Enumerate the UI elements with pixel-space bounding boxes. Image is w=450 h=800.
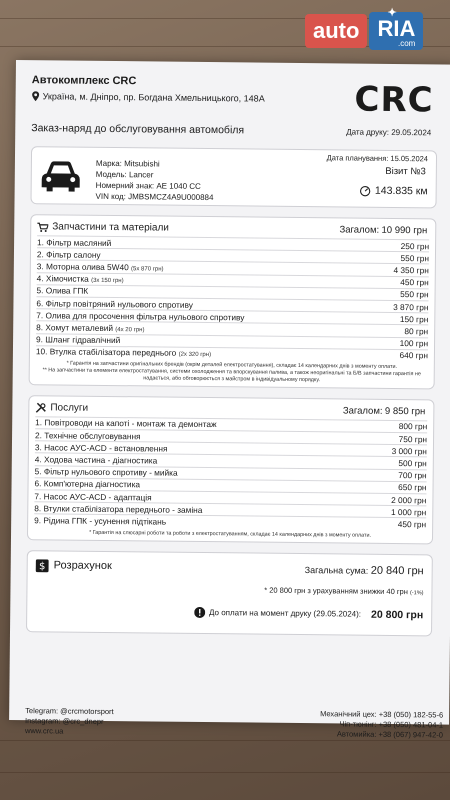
watermark-ria-text: RIA [377, 16, 416, 41]
telegram-link[interactable]: Telegram: @crcmotorsport [25, 706, 114, 717]
tools-icon [35, 402, 46, 413]
item-price: 800 грн [398, 421, 428, 432]
footer-socials [25, 706, 114, 737]
car-card [30, 146, 437, 208]
services-title [35, 402, 88, 414]
item-name-text: 1. Повітроводи на капоті - монтаж та демонтаж [35, 417, 217, 430]
item-name [37, 261, 164, 272]
item-price: 550 грн [400, 289, 429, 300]
services-list [34, 416, 427, 530]
header [31, 74, 446, 148]
item-name-text: 6. Комп'ютерна діагностика [34, 478, 141, 490]
item-price: 500 грн [398, 458, 427, 469]
item-name [36, 334, 120, 345]
odometer [360, 185, 428, 198]
crc-logo: CRC [354, 79, 434, 121]
watermark-domain: .com [398, 39, 416, 48]
site-link[interactable]: www.crc.ua [24, 726, 64, 736]
dollar-icon [36, 559, 49, 572]
parts-note-1: * Гарантія на запчастини оригінальних брендів (окрім деталей електростатування), складає 14 календарних днів з моменту оплати. [66, 360, 398, 370]
watermark-auto: auto [305, 14, 367, 48]
item-name-text: 8. Втулки стабілізатора переднього - заміна [34, 502, 203, 515]
item-name [37, 286, 89, 297]
item-name-text: 3. Насос АУС-ACD - встановлення [34, 442, 168, 454]
calc-sum-label: Загальна сума: [304, 564, 369, 576]
item-name-text: 10. Втулка стабілізатора переднього [35, 346, 177, 358]
odometer-value: 143.835 км [374, 184, 428, 198]
services-total-label: Загалом: [342, 405, 383, 417]
item-name [34, 515, 166, 526]
alert-icon [194, 607, 205, 618]
item-price: 450 грн [400, 277, 429, 288]
address-text: Україна, м. Дніпро, пр. Богдана Хмельницького, 148А [42, 91, 265, 104]
cart-icon [37, 222, 48, 232]
item-name [36, 298, 193, 310]
item-price: 1 000 грн [390, 506, 427, 518]
item-name-text: 4. Ходова частина - діагностика [34, 454, 158, 466]
item-name [35, 430, 141, 441]
car-icon [40, 159, 82, 193]
calc-discount-pct: (-1%) [409, 589, 424, 596]
svg-text:$: $ [38, 560, 46, 572]
car-make: Марка: Mitsubishi [95, 158, 160, 169]
wood-grain [0, 740, 450, 741]
phone-carwash: Автомийка: +38 (067) 947-42-0 [336, 729, 444, 740]
parts-total-value: 10 990 грн [381, 224, 428, 237]
item-price: 2 000 грн [391, 494, 427, 505]
item-name [35, 466, 178, 477]
item-name-text: 9. Рідина ГПК - усунення підтікань [34, 515, 167, 527]
item-price: 700 грн [398, 470, 427, 481]
item-name-text: 9. Шланг гідравлічний [36, 334, 121, 346]
item-price: 650 грн [398, 482, 427, 493]
item-price: 250 грн [400, 240, 430, 251]
item-name-text: 6. Фільтр повітряний нульового спротиву [36, 297, 193, 310]
parts-title-text: Запчастини та матеріали [52, 221, 169, 234]
item-qty: (2x 320 грн) [178, 352, 212, 359]
wood-grain [0, 772, 450, 773]
instagram-link[interactable]: Instagram: @crc_dnepr [25, 716, 104, 726]
item-name-text: 8. Хомут металевий [36, 322, 114, 333]
item-qty: (5x 870 грн) [131, 266, 164, 273]
item-name-text: 5. Фільтр нульового спротиву - мийка [34, 466, 178, 478]
parts-section [29, 214, 437, 389]
services-total [343, 405, 426, 417]
parts-title [37, 221, 169, 233]
item-name-text: 7. Насос АУС-ACD - адаптація [34, 490, 152, 503]
item-name [35, 454, 158, 465]
bird-icon: ✦ [387, 7, 397, 19]
autoria-watermark [305, 7, 423, 50]
item-name [37, 273, 124, 284]
item-name [37, 249, 101, 260]
parts-list [36, 235, 429, 361]
services-total-value: 9 850 грн [384, 405, 426, 418]
calc-sum [305, 564, 424, 577]
item-price: 450 грн [397, 518, 427, 530]
item-price: 4 350 грн [393, 264, 429, 276]
item-qty: (3x 150 грн) [91, 277, 124, 285]
calc-title-text: Розрахунок [53, 559, 112, 573]
order-title: Заказ-наряд до обслуговування автомобіля [31, 122, 245, 137]
visit-number: Візит №3 [385, 165, 426, 178]
item-name [34, 491, 151, 502]
car-info [96, 158, 214, 203]
item-name [35, 418, 217, 430]
item-name-text: 2. Технічне обслуговування [35, 429, 141, 441]
phone-mechanic: Механічний цех: +38 (050) 182-55-6 [320, 709, 444, 720]
item-name [37, 237, 111, 248]
item-price: 750 грн [398, 433, 428, 444]
location-pin-icon [32, 91, 40, 101]
item-price: 640 грн [399, 350, 428, 361]
item-price: 150 грн [399, 313, 429, 325]
car-plate: Номерний знак: AE 1040 CC [95, 180, 201, 191]
calc-pay-value: 20 800 грн [370, 608, 424, 621]
footer-phones [320, 709, 443, 740]
footer [24, 706, 444, 740]
item-qty: (4x 20 грн) [115, 326, 145, 334]
services-section [27, 395, 434, 544]
plan-date: Дата планування: 15.05.2024 [326, 153, 429, 164]
item-name [35, 442, 168, 453]
item-name-text: 1. Фільтр масляний [37, 236, 112, 248]
speedometer-icon [360, 185, 371, 196]
calc-discount [264, 585, 423, 596]
item-price: 550 грн [400, 252, 430, 264]
item-price: 100 грн [399, 338, 429, 349]
company-name: Автокомплекс CRC [31, 74, 137, 88]
car-vin: VIN код: JMBSMCZ4A9U000884 [95, 191, 214, 203]
phone-chiptuning: Чіп-тюнінг: +38 (050) 481-04-1 [339, 719, 444, 730]
parts-total-label: Загалом: [339, 224, 380, 236]
services-title-text: Послуги [50, 402, 89, 414]
work-order-sheet [9, 60, 450, 740]
item-name-text: 2. Фільтр салону [36, 249, 101, 260]
item-name-text: 5. Олива ГПК [36, 285, 89, 297]
item-name [35, 479, 141, 490]
calc-discount-text: * 20 800 грн з урахуванням знижки 40 грн [264, 585, 408, 596]
print-date: Дата друку: 29.05.2024 [346, 127, 432, 138]
parts-note-2: ** На запчастини та елементи електростатування, системи охолодження та впорскування палива, а також неоригінальні та Б/В запчастини гарантія не надається, або обговорюється з майстром в індивідуальному порядку. [42, 367, 421, 384]
calc-title [36, 559, 112, 573]
item-name-text: 7. Олива для просочення фільтра нульового спротиву [36, 309, 245, 323]
item-name-text: 3. Моторна олива 5W40 [36, 261, 129, 273]
calc-sum-value: 20 840 грн [370, 564, 424, 577]
item-name-text: 4. Хімочистка [36, 273, 89, 284]
services-note: * Гарантія на слюсарні роботи та роботи з електростатуванням, складає 14 календарних днів з моменту оплати. [89, 529, 372, 539]
item-name [34, 503, 202, 515]
parts-total [339, 224, 427, 236]
car-model: Модель: Lancer [95, 169, 154, 180]
calc-pay [194, 606, 423, 620]
item-price: 80 грн [404, 325, 429, 337]
item-name [36, 322, 144, 333]
item-name [36, 347, 211, 359]
parts-note [30, 357, 434, 388]
calc-pay-label: До оплати на момент друку (29.05.2024): [209, 608, 362, 619]
watermark-ria [369, 7, 423, 50]
calculation-card [26, 550, 433, 636]
item-price: 3 000 грн [391, 445, 427, 457]
item-price: 3 870 грн [393, 301, 429, 312]
